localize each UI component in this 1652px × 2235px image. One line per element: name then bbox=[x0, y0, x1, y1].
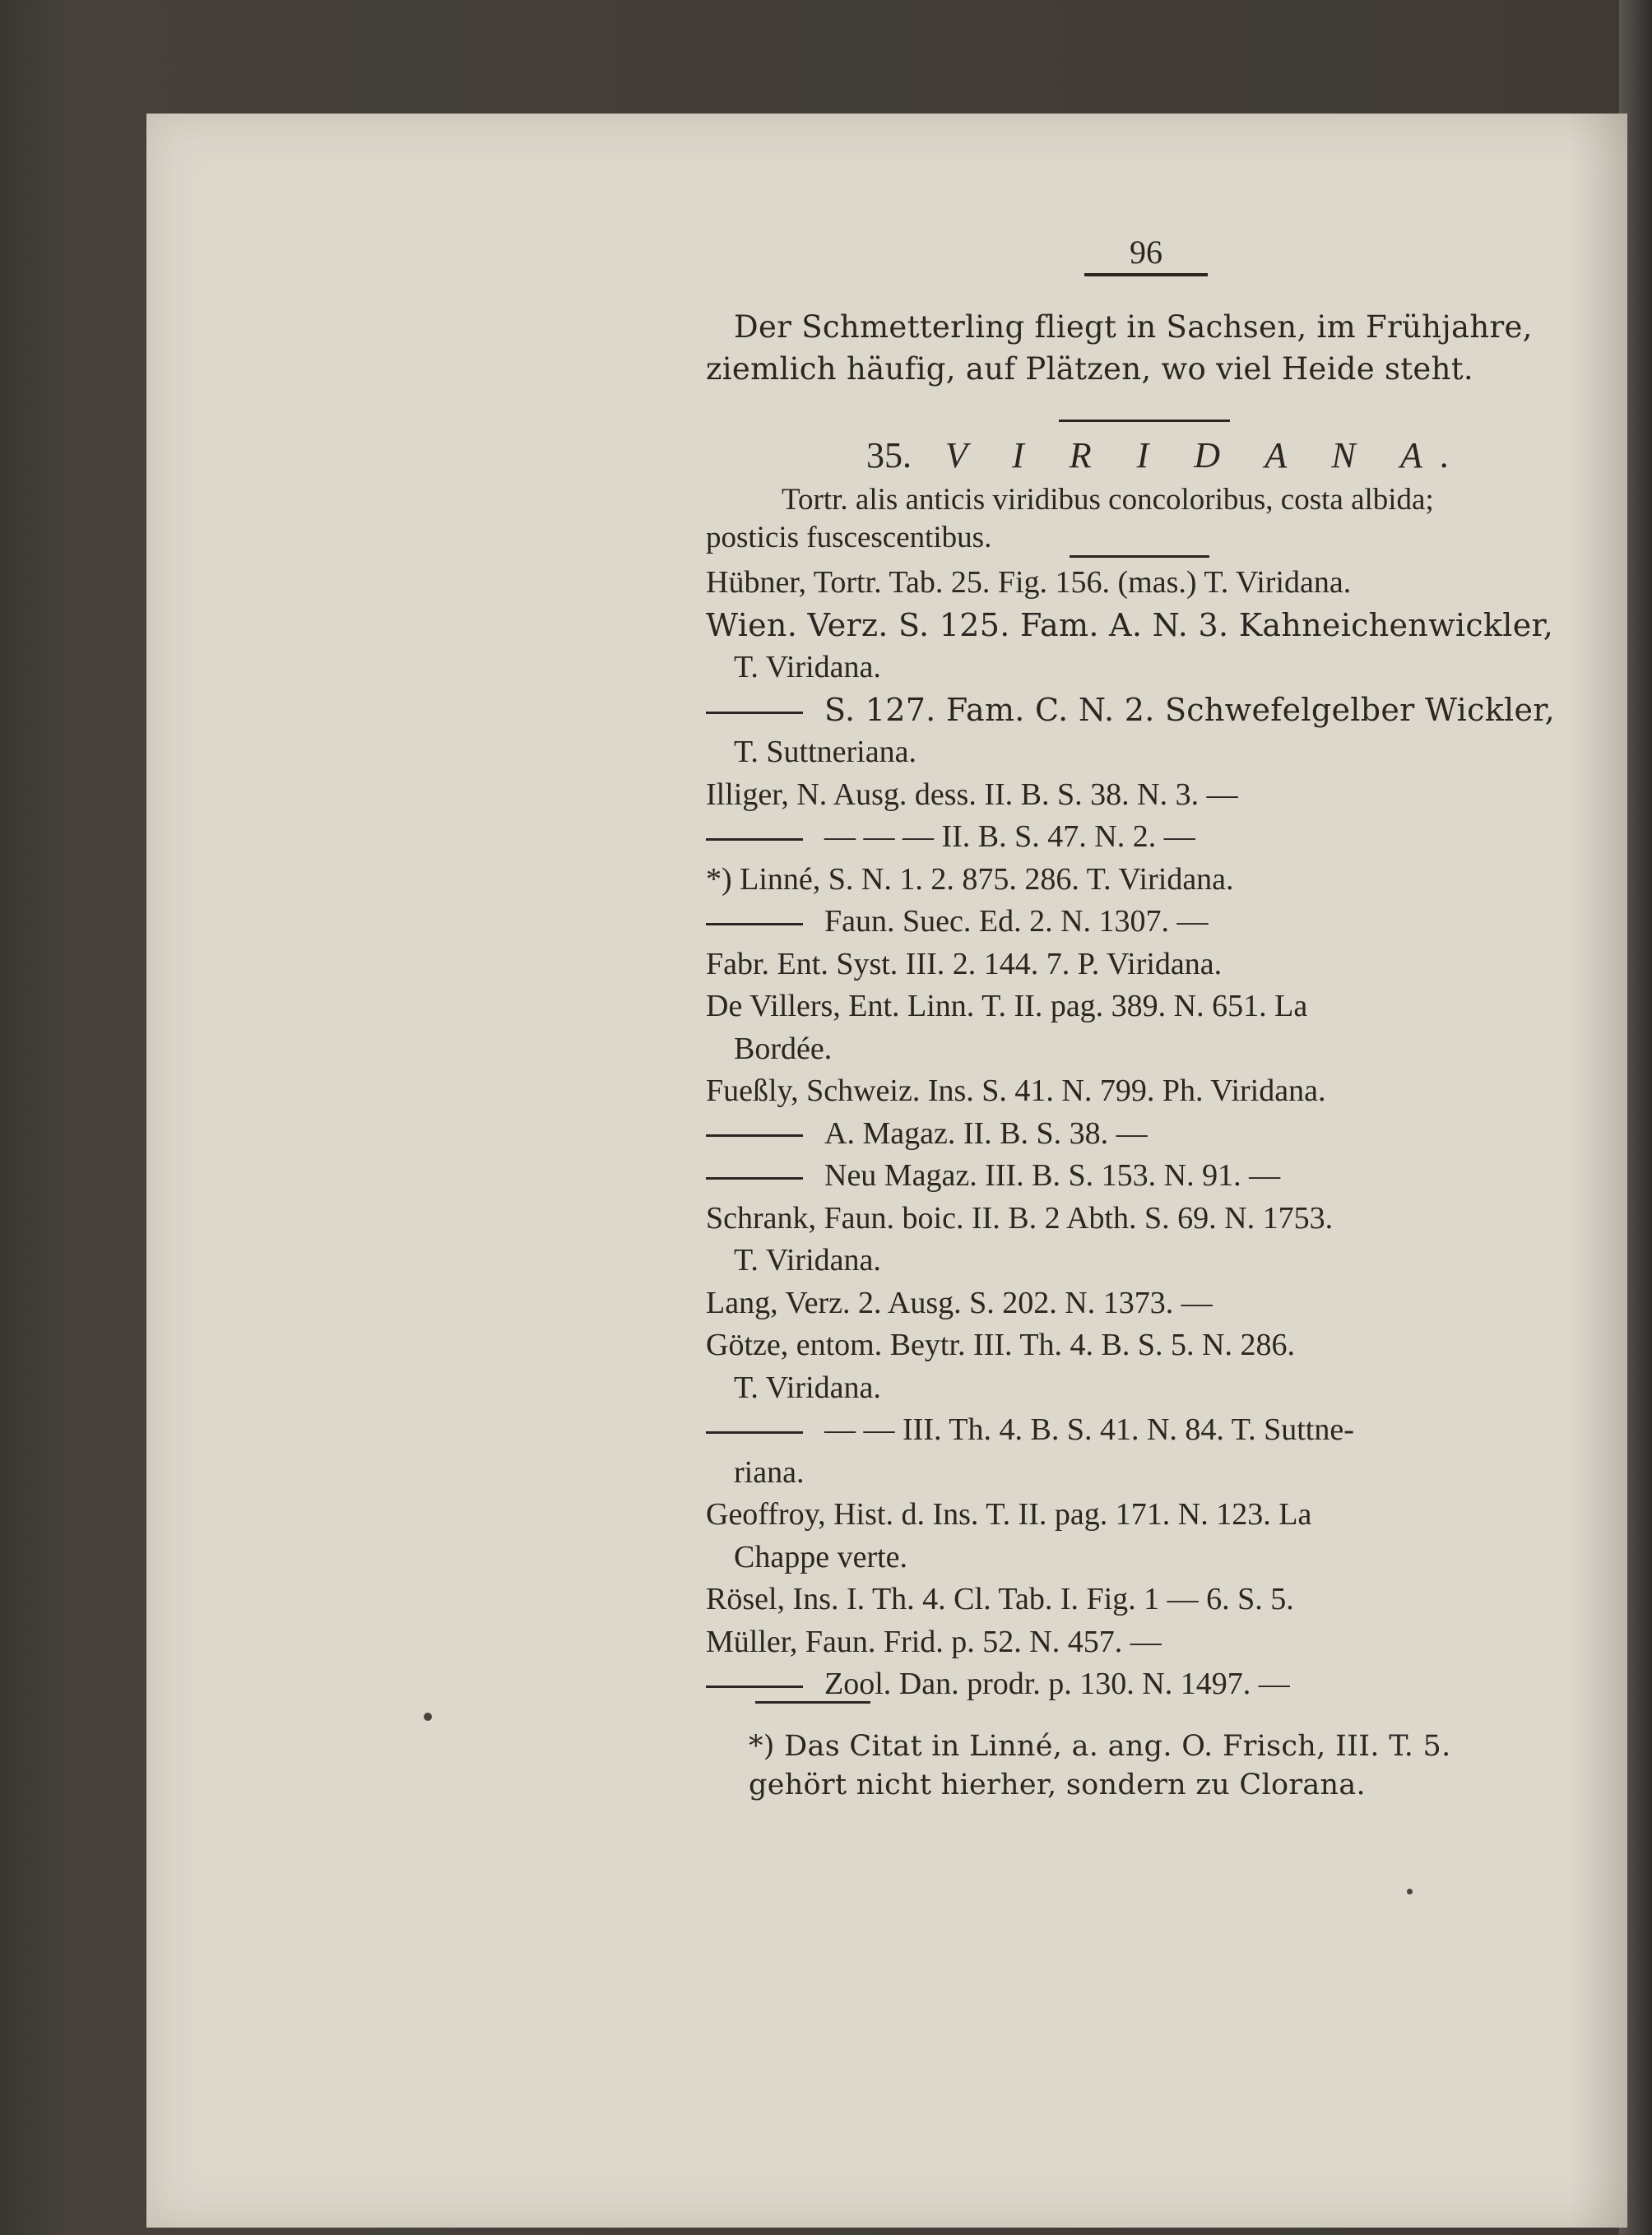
reference-line bbox=[706, 944, 1578, 986]
reference-text: Bordée. bbox=[734, 1031, 833, 1066]
reference-line bbox=[706, 901, 1578, 944]
reference-line bbox=[706, 816, 1578, 859]
ditto-dash bbox=[706, 1431, 803, 1434]
reference-line bbox=[706, 1113, 1578, 1156]
paper-speck bbox=[424, 1713, 432, 1721]
reference-text: Müller, Faun. Frid. p. 52. N. 457. — bbox=[706, 1624, 1162, 1659]
reference-text: Wien. Verz. S. 125. Fam. A. N. 3. Kahneichenwickler, bbox=[706, 606, 1554, 643]
paper-speck bbox=[1407, 1889, 1413, 1894]
reference-line bbox=[706, 1282, 1578, 1325]
footnote-divider bbox=[755, 1701, 870, 1704]
reference-text: Zool. Dan. prodr. p. 130. N. 1497. — bbox=[824, 1667, 1290, 1701]
reference-text: Schrank, Faun. boic. II. B. 2 Abth. S. 69. N. 1753. bbox=[706, 1200, 1334, 1236]
reference-text: Fabr. Ent. Syst. III. 2. 144. 7. P. Viridana. bbox=[706, 946, 1223, 981]
intro-line-2: ziemlich häufig, auf Plätzen, wo viel Heide steht. bbox=[706, 351, 1473, 387]
synonymy-references bbox=[706, 562, 1578, 1706]
ditto-dash bbox=[706, 838, 803, 841]
latin-line-2: posticis fuscescentibus. bbox=[706, 521, 992, 554]
reference-line bbox=[706, 1663, 1578, 1706]
footnote bbox=[749, 1727, 1571, 1805]
reference-line bbox=[706, 562, 1578, 605]
intro-line-1: Der Schmetterling fliegt in Sachsen, im Frühjahre, bbox=[734, 309, 1533, 345]
reference-text: T. Suttneriana. bbox=[734, 735, 916, 769]
reference-text: Hübner, Tortr. Tab. 25. Fig. 156. (mas.) T. Viridana. bbox=[706, 565, 1352, 600]
ditto-dash bbox=[706, 1686, 803, 1688]
reference-text: Götze, entom. Beytr. III. Th. 4. B. S. 5. N. 286. bbox=[706, 1328, 1295, 1362]
reference-text: riana. bbox=[734, 1454, 805, 1490]
reference-text: — — III. Th. 4. B. S. 41. N. 84. T. Suttne- bbox=[824, 1412, 1354, 1447]
reference-line bbox=[706, 985, 1578, 1028]
ditto-dash bbox=[706, 1177, 803, 1180]
reference-line bbox=[706, 1367, 1578, 1410]
reference-line bbox=[706, 1494, 1578, 1537]
species-name: V I R I D A N A. bbox=[945, 435, 1468, 475]
reference-line bbox=[706, 1621, 1578, 1664]
species-number: 35. bbox=[866, 435, 912, 475]
ditto-dash bbox=[706, 923, 803, 925]
reference-line bbox=[706, 647, 1578, 689]
reference-line bbox=[706, 1452, 1578, 1495]
ditto-dash bbox=[706, 1134, 803, 1137]
reference-text: A. Magaz. II. B. S. 38. — bbox=[824, 1115, 1148, 1151]
reference-line bbox=[706, 1409, 1578, 1452]
page-number-rule bbox=[1084, 273, 1208, 276]
reference-line bbox=[706, 1155, 1578, 1198]
reference-text: T. Viridana. bbox=[734, 1243, 881, 1277]
reference-line bbox=[706, 774, 1578, 817]
reference-line bbox=[706, 1028, 1578, 1071]
page-number bbox=[1084, 233, 1208, 276]
reference-text: T. Viridana. bbox=[734, 650, 881, 684]
reference-text: Illiger, N. Ausg. dess. II. B. S. 38. N. 3. — bbox=[706, 777, 1238, 812]
reference-text: De Villers, Ent. Linn. T. II. pag. 389. N. 651. La bbox=[706, 989, 1308, 1023]
reference-line bbox=[706, 731, 1578, 774]
reference-line bbox=[706, 605, 1578, 647]
reference-text: T. Viridana. bbox=[734, 1370, 881, 1405]
intro-paragraph bbox=[706, 306, 1555, 390]
ditto-dash bbox=[706, 712, 803, 714]
reference-line bbox=[706, 1579, 1578, 1621]
page-gutter-shade bbox=[1570, 114, 1627, 2228]
reference-line bbox=[706, 689, 1578, 732]
reference-text: Neu Magaz. III. B. S. 153. N. 91. — bbox=[824, 1158, 1281, 1193]
page-number-text: 96 bbox=[1130, 234, 1162, 271]
reference-line bbox=[706, 1324, 1578, 1367]
latin-diagnosis bbox=[706, 481, 1570, 557]
reference-text: Geoffroy, Hist. d. Ins. T. II. pag. 171. N. 123. La bbox=[706, 1497, 1312, 1532]
reference-text: Faun. Suec. Ed. 2. N. 1307. — bbox=[824, 904, 1209, 939]
reference-line bbox=[706, 1240, 1578, 1282]
reference-text: Chappe verte. bbox=[734, 1539, 908, 1574]
species-heading bbox=[866, 434, 1468, 476]
reference-line bbox=[706, 1070, 1578, 1113]
footnote-line-2: gehört nicht hierher, sondern zu Clorana. bbox=[749, 1769, 1366, 1801]
reference-line bbox=[706, 1198, 1578, 1240]
reference-text: S. 127. Fam. C. N. 2. Schwefelgelber Wickler, bbox=[824, 691, 1555, 728]
section-divider bbox=[1059, 420, 1230, 422]
latin-line-1: Tortr. alis anticis viridibus concoloribus, costa albida; bbox=[782, 483, 1434, 517]
reference-text: Rösel, Ins. I. Th. 4. Cl. Tab. I. Fig. 1 — 6. S. 5. bbox=[706, 1582, 1294, 1616]
reference-line bbox=[706, 1537, 1578, 1579]
synonymy-divider bbox=[1070, 555, 1209, 558]
footnote-line-1: *) Das Citat in Linné, a. ang. O. Frisch, III. T. 5. bbox=[749, 1730, 1451, 1763]
reference-line bbox=[706, 859, 1578, 902]
reference-text: Lang, Verz. 2. Ausg. S. 202. N. 1373. — bbox=[706, 1285, 1213, 1320]
reference-text: Fueßly, Schweiz. Ins. S. 41. N. 799. Ph. Viridana. bbox=[706, 1073, 1326, 1108]
reference-text: — — — II. B. S. 47. N. 2. — bbox=[824, 819, 1195, 854]
reference-text: *) Linné, S. N. 1. 2. 875. 286. T. Viridana. bbox=[706, 861, 1234, 897]
